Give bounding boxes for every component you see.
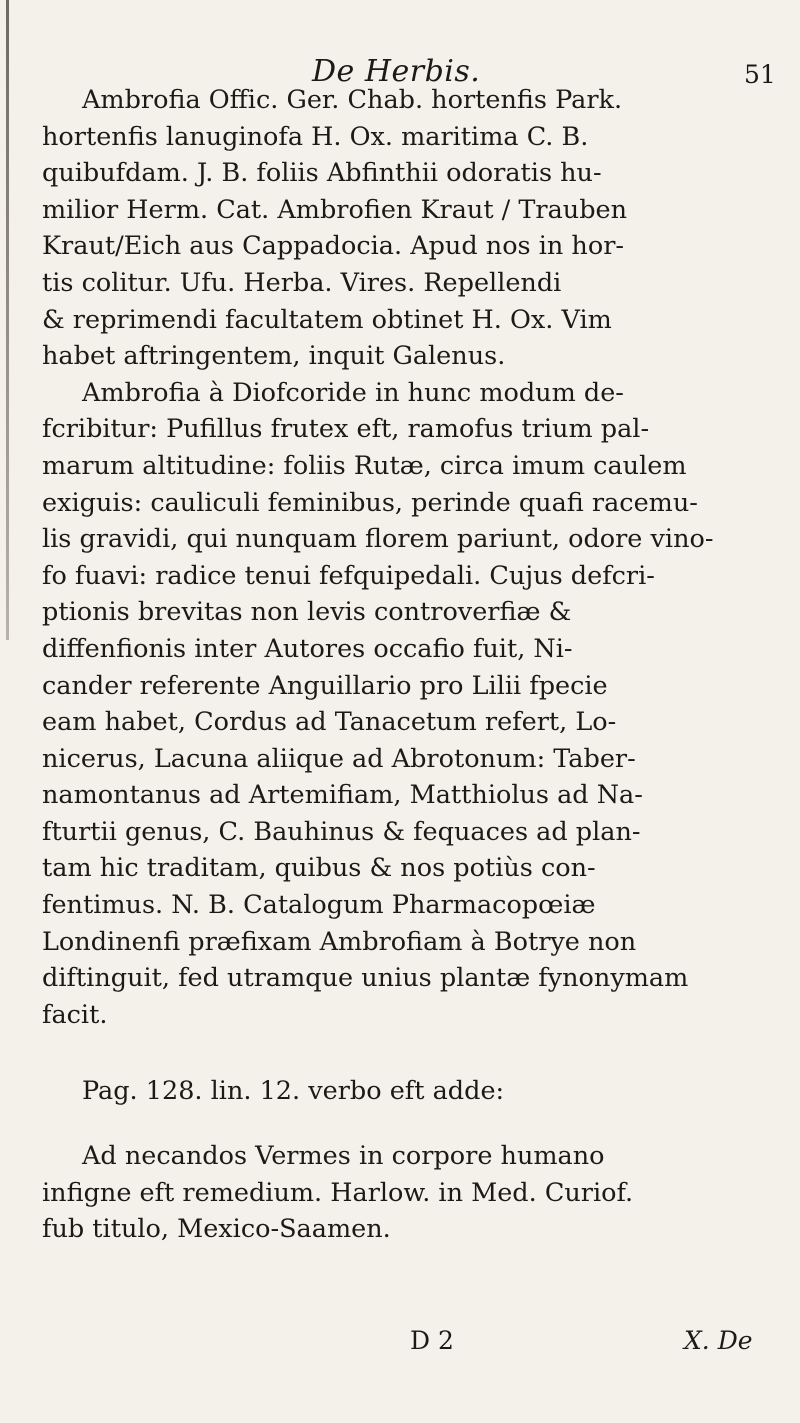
paragraph-dioscorides: [42, 375, 772, 1034]
text-line: lis gravidi, qui nunquam florem pariunt, odore vino-: [42, 524, 714, 555]
running-title: De Herbis.: [312, 54, 481, 89]
text-line: diftinguit, fed utramque unius plantæ fynonymam: [42, 963, 689, 994]
paragraph-ambrosia-names: [42, 82, 772, 375]
text-line: nicerus, Lacuna aliique ad Abrotonum: Taber-: [42, 743, 636, 774]
addendum-heading: Pag. 128. lin. 12. verbo eft adde:: [82, 1076, 505, 1107]
signature-mark: D 2: [410, 1326, 454, 1355]
text-line: tis colitur. Ufu. Herba. Vires. Repellendi: [42, 267, 562, 298]
text-line: eam habet, Cordus ad Tanacetum refert, Lo-: [42, 707, 617, 738]
text-line: Ambrofia à Diofcoride in hunc modum de-: [82, 377, 624, 408]
text-line: Ambrofia Offic. Ger. Chab. hortenfis Park.: [82, 85, 623, 115]
text-line: cander referente Anguillario pro Lilii fpecie: [42, 670, 608, 701]
text-line: fentimus. N. B. Catalogum Pharmacopœiæ: [42, 890, 596, 921]
text-line: infigne eft remedium. Harlow. in Med. Curiof.: [42, 1177, 634, 1208]
text-line: fcribitur: Pufillus frutex eft, ramofus trium pal-: [42, 414, 650, 445]
text-line: tam hic traditam, quibus & nos potiùs con-: [42, 853, 596, 884]
footer: [0, 1326, 800, 1362]
text-line: fub titulo, Mexico-Saamen.: [42, 1214, 391, 1245]
text-line: Ad necandos Vermes in corpore humano: [82, 1141, 605, 1172]
text-line: facit.: [42, 999, 108, 1030]
catchword: X. De: [684, 1326, 753, 1355]
paragraph-vermes: [42, 1138, 772, 1248]
text-line: ptionis brevitas non levis controverfiæ &: [42, 597, 572, 628]
text-line: Kraut/Eich aus Cappadocia. Apud nos in hor-: [42, 231, 625, 262]
text-line: exiguis: cauliculi feminibus, perinde quafi racemu-: [42, 487, 698, 518]
text-line: & reprimendi facultatem obtinet H. Ox. Vim: [42, 304, 612, 335]
text-line: fo fuavi: radice tenui fefquipedali. Cujus defcri-: [42, 560, 655, 591]
page-number: 51: [744, 60, 776, 89]
spacer: [42, 1110, 772, 1138]
text-line: marum altitudine: foliis Rutæ, circa imum caulem: [42, 450, 687, 481]
spacer: [42, 1033, 772, 1073]
text-line: quibufdam. J. B. foliis Abfinthii odoratis hu-: [42, 158, 602, 189]
text-line: hortenfis lanuginofa H. Ox. maritima C. B.: [42, 121, 589, 152]
binding-edge: [6, 0, 9, 640]
text-line: diffenfionis inter Autores occafio fuit, Ni-: [42, 633, 573, 664]
text-line: milior Herm. Cat. Ambrofien Kraut / Trauben: [42, 194, 628, 225]
main-text: [42, 82, 772, 1248]
text-line: Londinenfi præfixam Ambrofiam à Botrye non: [42, 926, 637, 957]
text-line: fturtii genus, C. Bauhinus & fequaces ad plan-: [42, 816, 641, 847]
text-line: namontanus ad Artemifiam, Matthiolus ad Na-: [42, 780, 643, 811]
text-line: habet aftringentem, inquit Galenus.: [42, 341, 506, 372]
